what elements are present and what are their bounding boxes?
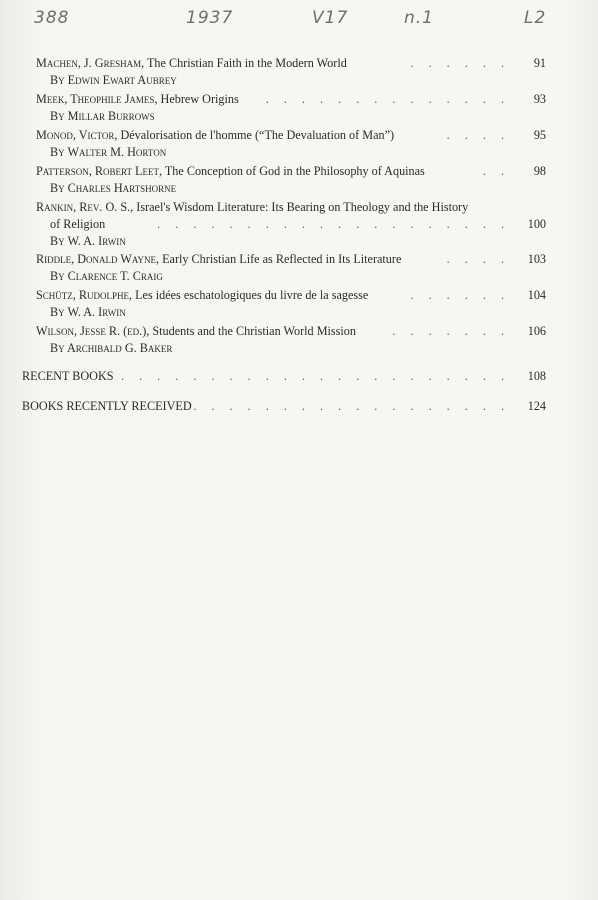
entry-title: The Conception of God in the Philosophy of Aquinas <box>162 164 425 178</box>
toc-section <box>22 398 546 415</box>
entry-author: Patterson, Robert Leet, <box>36 164 162 178</box>
toc-entry <box>36 55 546 89</box>
reviewer: By Walter M. Horton <box>50 145 167 159</box>
entry-title: Hebrew Origins <box>157 92 239 106</box>
section-label: RECENT BOOKS <box>22 369 114 383</box>
leader-dots: . . . . . . . . . . . . . . <box>265 92 510 106</box>
toc-entry <box>36 127 546 161</box>
page-number: 98 <box>533 164 546 178</box>
entry-author: Machen, J. Gresham, <box>36 56 145 70</box>
entry-title: Early Christian Life as Reflected in Its Literature <box>159 252 402 266</box>
leader-dots: . . . . . . . . . . . . . . . . . . <box>193 399 510 413</box>
entry-author: Monod, Victor, <box>36 128 118 142</box>
toc-entry <box>36 91 546 125</box>
entry-title: Dévalorisation de l'homme (“The Devaluation of Man”) <box>117 128 395 142</box>
page-number: 104 <box>527 288 546 302</box>
toc-entry <box>36 163 546 197</box>
page-number: 93 <box>533 92 546 106</box>
handwritten-note: n.1 <box>404 8 434 28</box>
entry-author: Meek, Theophile James, <box>36 92 158 106</box>
page-number: 124 <box>527 399 546 413</box>
toc-entry <box>36 287 546 321</box>
reviewer: By Millar Burrows <box>50 109 155 123</box>
entry-title-continued: of Religion <box>50 217 106 231</box>
leader-dots: . . . . <box>446 252 510 266</box>
leader-dots: . . . . . . <box>410 56 510 70</box>
reviewer: By W. A. Irwin <box>50 234 126 248</box>
entry-author: Rankin, Rev. O. S., <box>36 200 134 214</box>
entry-title: Les idées eschatologiques du livre de la sagesse <box>132 288 369 302</box>
reviewer: By Edwin Ewart Aubrey <box>50 73 177 87</box>
page-number: 91 <box>533 56 546 70</box>
entry-author: Schütz, Rudolphe, <box>36 288 133 302</box>
leader-dots: . . <box>482 164 510 178</box>
toc-entry <box>36 199 546 250</box>
leader-dots: . . . . . . . . . . . . . . . . . . . . . . . <box>102 369 510 383</box>
entry-title: The Christian Faith in the Modern World <box>144 56 347 70</box>
section-label: BOOKS RECENTLY RECEIVED <box>22 399 192 413</box>
leader-dots: . . . . . . . <box>392 324 510 338</box>
handwritten-note: 1937 <box>186 8 234 28</box>
reviewer: By Clarence T. Craig <box>50 269 163 283</box>
page-number: 100 <box>527 217 546 231</box>
toc-entry <box>36 323 546 357</box>
page-number: 95 <box>533 128 546 142</box>
page-number: 106 <box>527 324 546 338</box>
entry-title: Students and the Christian World Mission <box>149 324 356 338</box>
handwritten-note: 388 <box>34 8 70 28</box>
leader-dots: . . . . . . . . . . . . . . . . . . . . <box>157 217 510 231</box>
reviewer: By W. A. Irwin <box>50 305 126 319</box>
reviewer: By Charles Hartshorne <box>50 181 177 195</box>
page-number: 103 <box>527 252 546 266</box>
handwritten-note: V17 <box>312 8 349 28</box>
page-number: 108 <box>527 369 546 383</box>
entry-title: Israel's Wisdom Literature: Its Bearing on Theology and the History <box>133 200 469 214</box>
reviewer: By Archibald G. Baker <box>50 341 173 355</box>
handwritten-note: L2 <box>524 8 547 28</box>
toc-entry <box>36 251 546 285</box>
entry-author: Riddle, Donald Wayne, <box>36 252 160 266</box>
toc-section <box>22 368 546 385</box>
leader-dots: . . . . . . <box>410 288 510 302</box>
leader-dots: . . . . <box>446 128 510 142</box>
entry-author: Wilson, Jesse R. (ed.), <box>36 324 150 338</box>
